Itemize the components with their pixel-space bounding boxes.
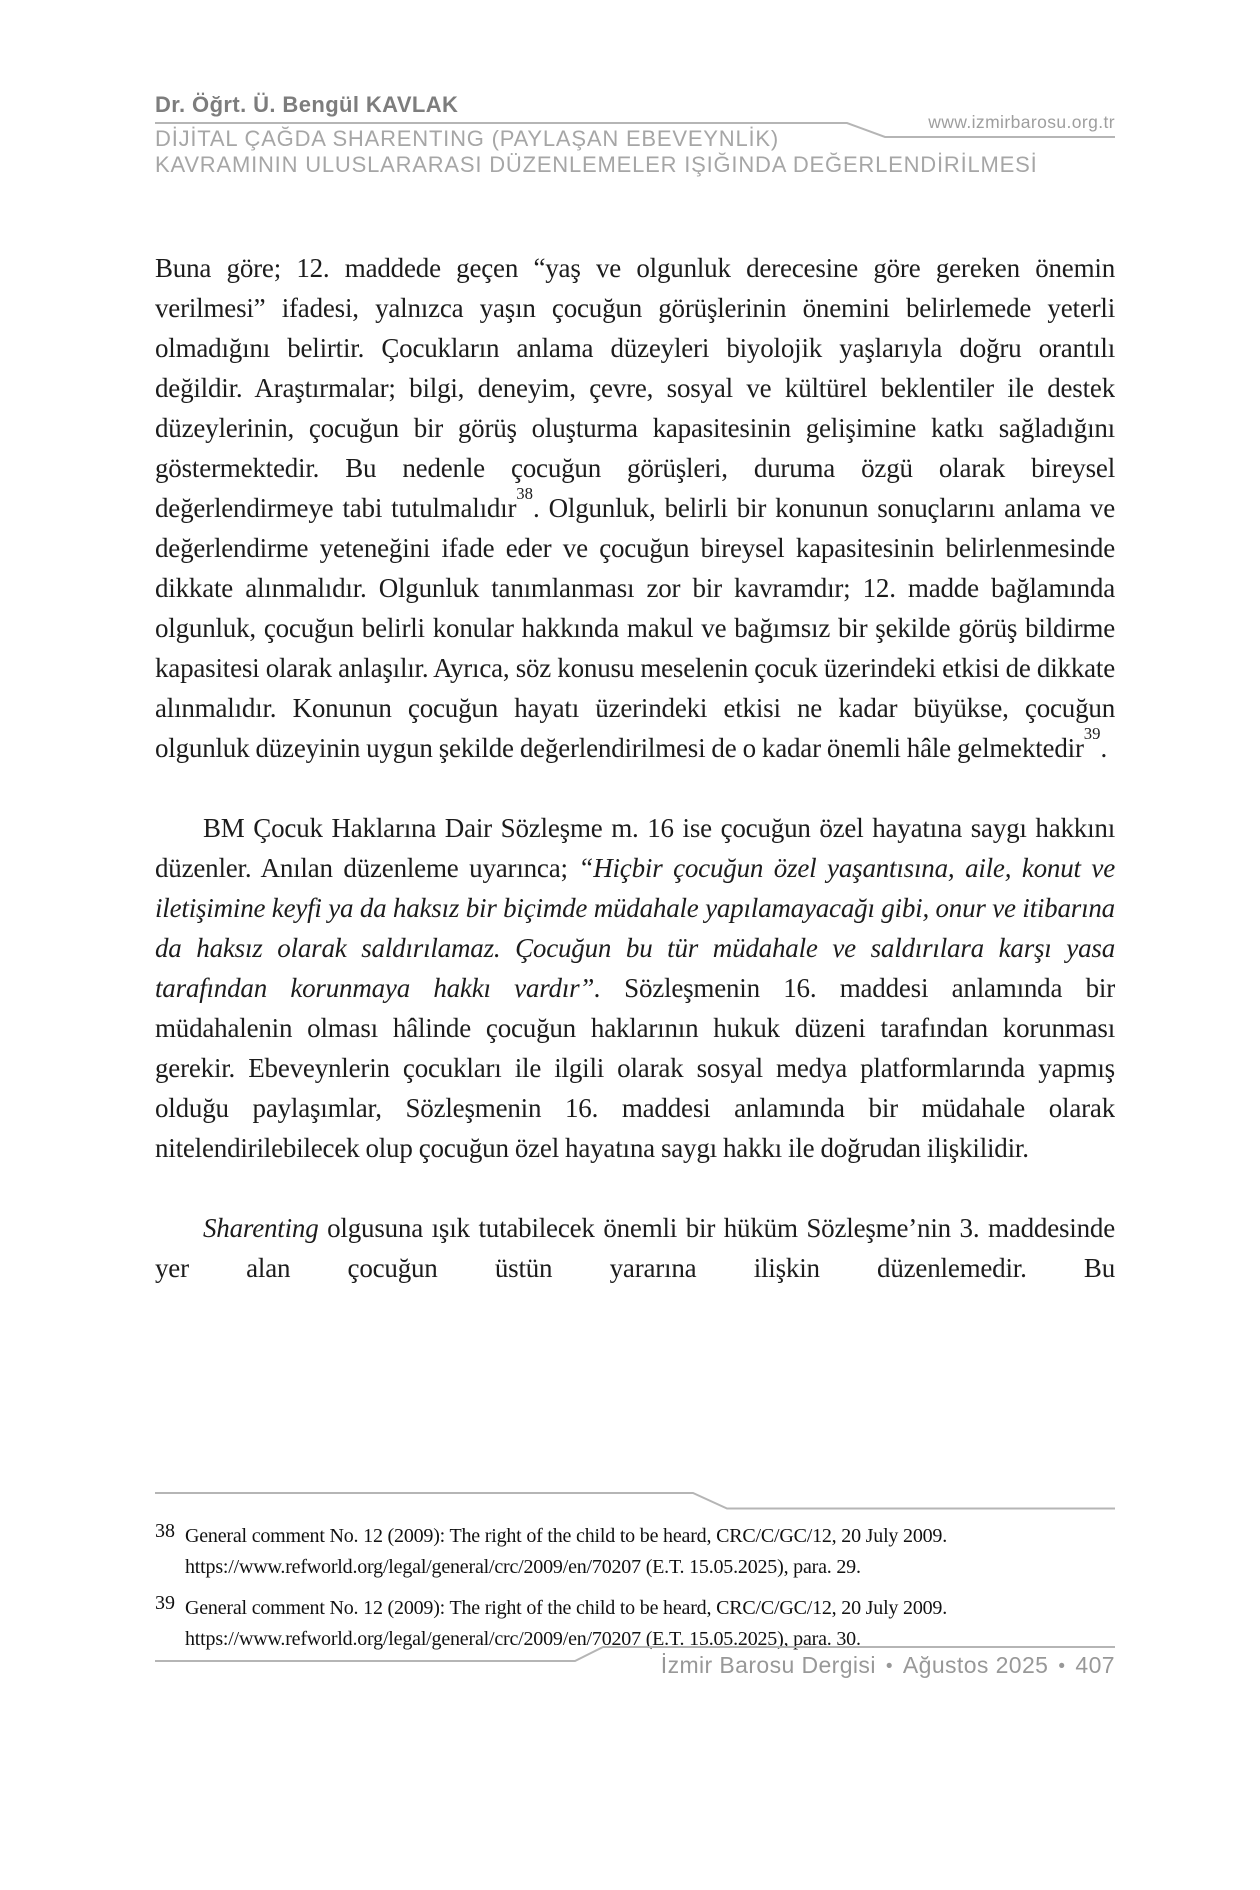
paragraph-1-text-a: Buna göre; 12. maddede geçen “yaş ve olgunluk derecesine göre gereken önemin verilmesi” ifadesi, yalnızca yaşın çocuğun görüşlerinin önemini belirlemede yeterli olmadığını belirtir. Çocukların anlama düzeyleri biyolojik yaşlarıyla doğru orantılı değildir. Araştırmalar; bilgi, deneyim, çevre, sosyal ve kültürel beklentiler ile destek düzeylerinin, çocuğun bir görüş oluşturma kapasitesinin gelişimine katkı sağladığını göstermektedir. Bu nedenle çocuğun görüşleri, duruma özgü olarak bireysel değerlendirmeye tabi tutulmalıdır: [155, 253, 1115, 523]
paragraph-2: [155, 808, 1115, 1168]
footnote-text: General comment No. 12 (2009): The right of the child to be heard, CRC/C/GC/12, 20 July 2009. https://www.refworld.org/legal/general/crc/2009/en/70207 (E.T. 15.05.2025), para. 30.: [185, 1597, 948, 1650]
bullet-separator: •: [885, 1656, 893, 1677]
article-title-line2: KAVRAMININ ULUSLARARASI DÜZENLEMELER IŞIĞINDA DEĞERLENDİRİLMESİ: [155, 152, 1038, 177]
paragraph-1-text-b: . Olgunluk, belirli bir konunun sonuçlarını anlama ve değerlendirme yeteneğini ifade eder ve çocuğun bireysel kapasitesinin belirlenmesinde dikkate alınmalıdır. Olgunluk tanımlanması zor bir kavramdır; 12. madde bağlamında olgunluk, çocuğun belirli konular hakkında makul ve bağımsız bir şekilde görüş bildirme kapasitesi olarak anlaşılır. Ayrıca, söz konusu meselenin çocuk üzerindeki etkisi de dikkate alınmalıdır. Konunun çocuğun hayatı üzerindeki etkisi ne kadar büyükse, çocuğun olgunluk düzeyinin uygun şekilde değerlendirilmesi de o kadar önemli hâle gelmektedir: [155, 493, 1115, 763]
issue-date: Ağustos 2025: [902, 1652, 1049, 1678]
quoted-provision-italic: “Hiçbir çocuğun özel yaşantısına, aile, konut ve iletişimine keyfi ya da haksız bir biçimde müdahale yapılamayacağı gibi, onur ve itibarına da haksız olarak saldırılamaz. Çocuğun bu tür müdahale ve saldırılara karşı yasa tarafından korunmaya hakkı vardır”.: [155, 853, 1115, 1003]
footnote-ref-39: 39: [1083, 724, 1101, 744]
footnote-38: [155, 1521, 1115, 1583]
author-name: Dr. Öğrt. Ü. Bengül KAVLAK: [155, 92, 459, 117]
paragraph-3: [155, 1208, 1115, 1288]
footnote-ref-38: 38: [516, 484, 533, 504]
footnote-number: 38: [155, 1520, 175, 1542]
italic-term-sharenting: Sharenting: [203, 1213, 319, 1243]
footnote-separator-rule: [155, 1491, 1115, 1511]
body-text: [155, 248, 1115, 1490]
paragraph-1: [155, 248, 1115, 768]
page-number: 407: [1075, 1652, 1115, 1678]
bullet-separator: •: [1058, 1656, 1066, 1677]
footnote-text: General comment No. 12 (2009): The right of the child to be heard, CRC/C/GC/12, 20 July 2009. https://www.refworld.org/legal/general/crc/2009/en/70207 (E.T. 15.05.2025), para. 29.: [185, 1525, 948, 1578]
website-url: www.izmirbarosu.org.tr: [928, 112, 1115, 132]
footnotes-block: [155, 1521, 1115, 1665]
paragraph-1-text-c: .: [1100, 733, 1108, 763]
paragraph-2-text-b: Sözleşmenin 16. maddesi anlamında bir müdahalenin olması hâlinde çocuğun haklarının hukuk düzeni tarafından korunması gerekir. Ebeveynlerin çocukları ile ilgili olarak sosyal medya platformlarında yapmış olduğu paylaşımlar, Sözleşmenin 16. maddesi anlamında bir müdahale olarak nitelendirilebilecek olup çocuğun özel hayatına saygı hakkı ile doğrudan ilişkilidir.: [155, 973, 1115, 1163]
paragraph-2-text-a: BM Çocuk Haklarına Dair Sözleşme m. 16 ise çocuğun özel hayatına saygı hakkını düzenler. Anılan düzenleme uyarınca;: [155, 813, 1115, 883]
article-title-line1: DİJİTAL ÇAĞDA SHARENTING (PAYLAŞAN EBEVEYNLİK): [155, 126, 780, 151]
journal-name: İzmir Barosu Dergisi: [660, 1652, 876, 1678]
footnote-number: 39: [155, 1592, 175, 1614]
page-footer: [661, 1652, 1115, 1680]
paragraph-3-text-a: olgusuna ışık tutabilecek önemli bir hüküm Sözleşme’nin 3. maddesinde yer alan çocuğun üstün yararına ilişkin düzenlemedir. Bu: [155, 1213, 1115, 1283]
page-content: [155, 0, 1115, 1890]
